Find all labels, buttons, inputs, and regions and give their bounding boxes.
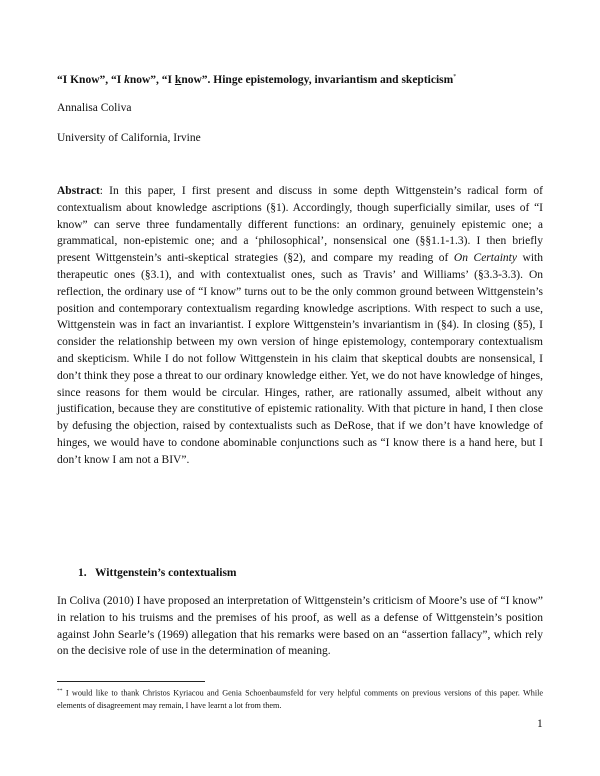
footnote-mark: ** xyxy=(57,688,63,694)
paper-title: “I Know”, “I know”, “I know”. Hinge epistemology, invariantism and skepticism* xyxy=(57,73,457,86)
section-paragraph: In Coliva (2010) I have proposed an interpretation of Wittgenstein’s criticism of Moore’s use of “I know” in relation to his truisms and the premises of his proof, as well as a defense of Wittgenstein’s position against John Searle’s (1969) allegation that his remarks were based on an “assertion fallacy”, which rely on the decisive role of use in the determination of meaning. xyxy=(57,595,543,658)
page-number: 1 xyxy=(537,718,543,730)
title-footnote-mark: * xyxy=(453,74,457,80)
section-heading xyxy=(78,566,237,580)
footnote: ** I would like to thank Christos Kyriacou and Genia Schoenbaumsfeld for very helpful comments on previous versions of this paper. While elements of disagreement may remain, I have learnt a lot from them. xyxy=(57,688,543,711)
section-number: 1. xyxy=(78,567,87,579)
author-affiliation: University of California, Irvine xyxy=(57,132,201,144)
author-name: Annalisa Coliva xyxy=(57,102,132,114)
abstract-label: Abstract xyxy=(57,185,100,197)
section-title: Wittgenstein’s contextualism xyxy=(95,567,237,579)
abstract-paragraph: Abstract: In this paper, I first present and discuss in some depth Wittgenstein’s radical form of contextualism about knowledge ascriptions (§1). Accordingly, though superficially similar, uses of “I know” can serve three fundamentally different functions: an ordinary, genuinely epistemic one; a grammatical, non-epistemic one; and a ‘philosophical’, nonsensical one (§§1.1-1.3). I then briefly present Wittgenstein’s anti-skeptical strategies (§2), and compare my reading of On Certainty with therapeutic ones (§3.1), and with contextualist ones, such as Travis’ and Williams’ (§3.3-3.3). On reflection, the ordinary use of “I know” turns out to be the only common ground between Wittgenstein’s position and contemporary contextualism regarding knowledge ascriptions. With respect to such a use, Wittgenstein was in fact an invariantist. I explore Wittgenstein’s invariantism in (§4). In closing (§5), I consider the relationship between my own version of hinge epistemology, contemporary contextualism and skepticism. While I do not follow Wittgenstein in his claim that skeptical doubts are nonsensical, I don’t think they pose a threat to our ordinary knowledge either. Yet, we do not have knowledge of hinges, since reasons for them would be circular. Hinges, rather, are rationally assumed, albeit without any justification, because they are constitutive of epistemic rationality. With that picture in hand, I then close by defusing the objection, raised by contextualists such as DeRose, that if we don’t have knowledge of hinges, we would have to condone abominable conjunctions such as “I know there is a hand here, but I don’t know I am not a BIV”. xyxy=(57,185,543,466)
footnote-separator xyxy=(57,681,205,682)
